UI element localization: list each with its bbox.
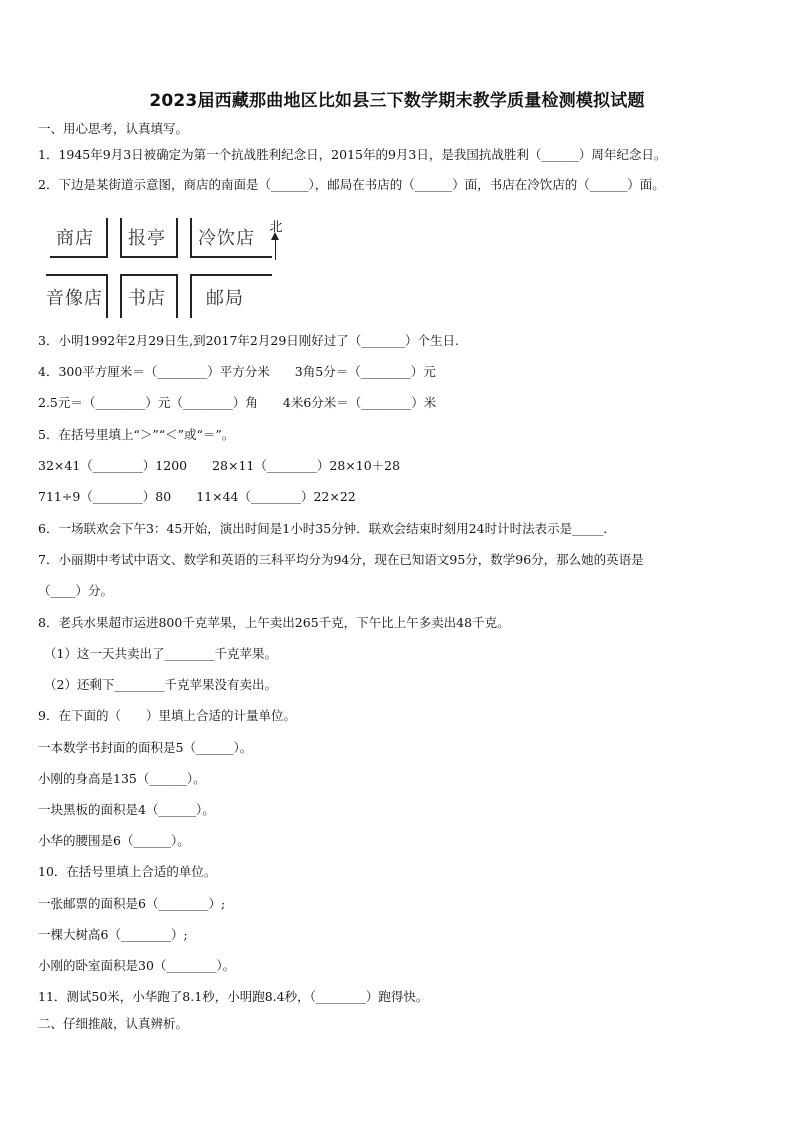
question-1: 1．1945年9月3日被确定为第一个抗战胜利纪念日，2015年的9月3日，是我国抗战胜利（______）周年纪念日。	[38, 147, 667, 162]
question-9-item-3: 一块黑板的面积是4（______）。	[38, 802, 215, 817]
section-heading-1: 一、用心思考，认真填写。	[38, 121, 189, 136]
map-shop: 商店	[50, 218, 108, 258]
map-av-shop: 音像店	[46, 274, 108, 318]
section-heading-2: 二、仔细推敲，认真辨析。	[38, 1016, 189, 1031]
question-3: 3．小明1992年2月29日生,到2017年2月29日刚好过了（_______）个生日.	[38, 333, 459, 348]
map-post-office: 邮局	[190, 274, 272, 318]
question-9-item-4: 小华的腰围是6（______）。	[38, 833, 190, 848]
question-2: 2．下边是某街道示意图，商店的南面是（______），邮局在书店的（______）面，书店在冷饮店的（______）面。	[38, 177, 665, 192]
question-9-item-1: 一本数学书封面的面积是5（______）。	[38, 740, 253, 755]
question-10-item-1: 一张邮票的面积是6（________）;	[38, 896, 226, 911]
question-7-line-1: 7．小丽期中考试中语文、数学和英语的三科平均分为94分，现在已知语文95分，数学96分，那么她的英语是	[38, 552, 644, 567]
north-indicator	[266, 216, 286, 266]
question-8-part-2: （2）还剩下________千克苹果没有卖出。	[44, 677, 277, 692]
question-10-item-2: 一棵大树高6（________）;	[38, 927, 188, 942]
north-label: 北	[269, 220, 283, 235]
question-9: 9．在下面的（ ）里填上合适的计量单位。	[38, 708, 296, 723]
page-title: 2023届西藏那曲地区比如县三下数学期末教学质量检测模拟试题	[149, 91, 645, 111]
question-5: 5．在括号里填上“＞”“＜”或“＝”。	[38, 427, 235, 442]
question-8-part-1: （1）这一天共卖出了________千克苹果。	[44, 646, 277, 661]
question-4-line-2: 2.5元＝（________）元（________）角 4米6分米＝（________）米	[38, 395, 437, 410]
question-10: 10．在括号里填上合适的单位。	[38, 864, 217, 879]
map-bookstore: 书店	[120, 274, 178, 318]
question-5-line-1: 32×41（________）1200 28×11（________）28×10＋28	[38, 458, 401, 473]
question-8: 8．老兵水果超市运进800千克苹果，上午卖出265千克，下午比上午多卖出48千克。	[38, 615, 510, 630]
map-newsstand: 报亭	[120, 218, 178, 258]
question-4-line-1: 4．300平方厘米＝（________）平方分米 3角5分＝（________）元	[38, 364, 436, 379]
question-9-item-2: 小刚的身高是135（______）。	[38, 771, 206, 786]
question-5-line-2: 711÷9（________）80 11×44（________）22×22	[38, 489, 356, 504]
street-map	[46, 216, 290, 318]
question-11: 11．测试50米，小华跑了8.1秒，小明跑8.4秒，（________）跑得快。	[38, 989, 429, 1004]
question-7-line-2: （____）分。	[38, 583, 114, 598]
question-10-item-3: 小刚的卧室面积是30（________）。	[38, 958, 236, 973]
question-6: 6．一场联欢会下午3：45开始，演出时间是1小时35分钟．联欢会结束时刻用24时计时法表示是_____．	[38, 521, 616, 536]
map-cold-drink-shop: 冷饮店	[190, 218, 272, 258]
